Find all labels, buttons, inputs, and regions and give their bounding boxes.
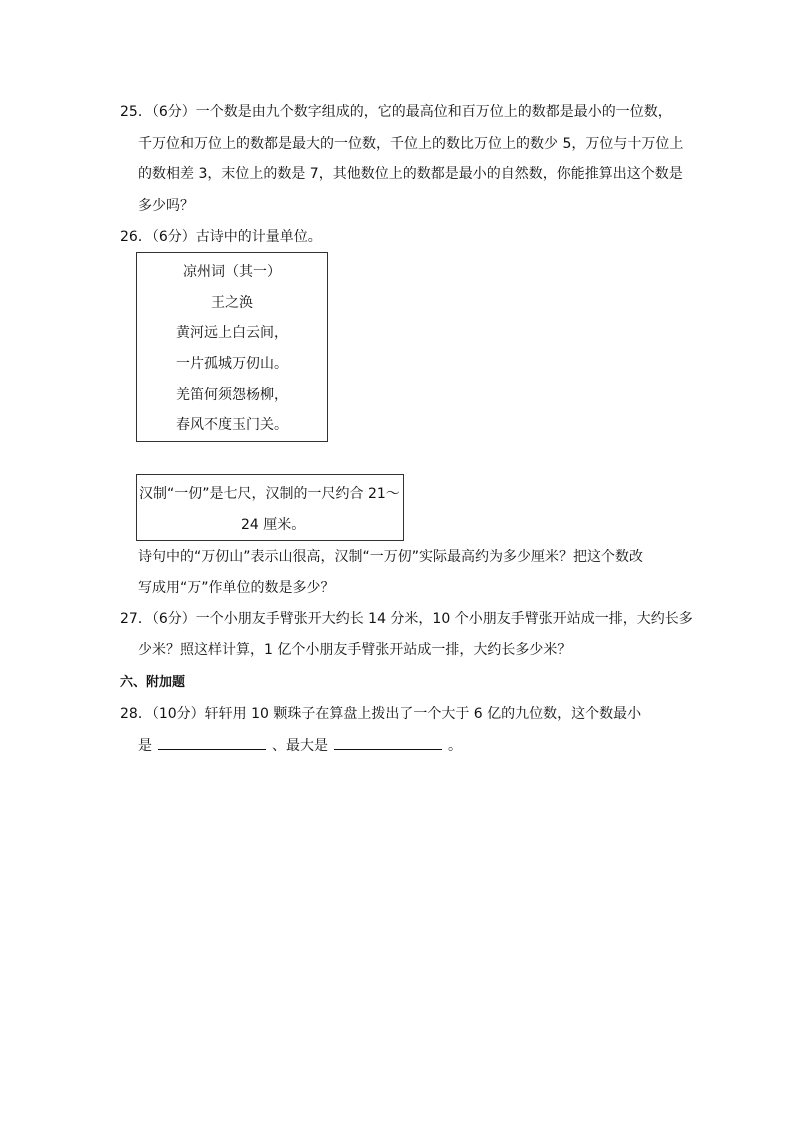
poem-line-2: 一片孤城万仞山。 <box>176 356 288 372</box>
q28-line-1: 28．（10分）轩轩用 10 颗珠子在算盘上拨出了一个大于 6 亿的九位数，这个数最小 <box>120 706 642 722</box>
note-box <box>136 474 404 541</box>
q25-line-1: 25．（6分）一个数是由九个数字组成的，它的最高位和百万位上的数都是最小的一位数， <box>120 104 672 120</box>
poem-box <box>136 252 328 442</box>
section-6-title: 六、附加题 <box>120 675 186 690</box>
q28-text-b: 、最大是 <box>272 738 328 754</box>
q25-line-4: 多少吗？ <box>138 198 194 214</box>
poem-title: 凉州词（其一） <box>183 264 281 280</box>
poem-line-3: 羌笛何须怨杨柳， <box>176 387 288 403</box>
q27-line-1: 27．（6分）一个小朋友手臂张开大约长 14 分米，10 个小朋友手臂张开站成一排，大约长多 <box>120 611 693 627</box>
poem-author: 王之涣 <box>211 295 253 311</box>
q26-after-line-2: 写成用“万”作单位的数是多少？ <box>138 580 335 596</box>
q25-line-2: 千万位和万位上的数都是最大的一位数，千位上的数比万位上的数少 5，万位与十万位上 <box>138 136 684 152</box>
q28-text-a: 是 <box>138 738 152 754</box>
q25-line-3: 的数相差 3，末位上的数是 7，其他数位上的数都是最小的自然数，你能推算出这个数是 <box>138 166 683 182</box>
note-line-2: 24 厘米。 <box>241 517 306 533</box>
poem-line-4: 春风不度玉门关。 <box>176 417 288 433</box>
q28-line-2 <box>138 735 462 756</box>
q28-text-c: 。 <box>448 738 462 754</box>
note-line-1: 汉制“一仞”是七尺，汉制的一尺约合 21～ <box>139 486 400 502</box>
q27-line-2: 少米？照这样计算，1 亿个小朋友手臂张开站成一排，大约长多少米？ <box>138 642 572 658</box>
answer-blank-min[interactable] <box>158 735 266 750</box>
poem-line-1: 黄河远上白云间， <box>176 325 288 341</box>
q26-after-line-1: 诗句中的“万仞山”表示山很高，汉制“一万仞”实际最高约为多少厘米？把这个数改 <box>138 549 644 565</box>
q26-line-1: 26．（6分）古诗中的计量单位。 <box>120 229 322 245</box>
answer-blank-max[interactable] <box>334 735 442 750</box>
